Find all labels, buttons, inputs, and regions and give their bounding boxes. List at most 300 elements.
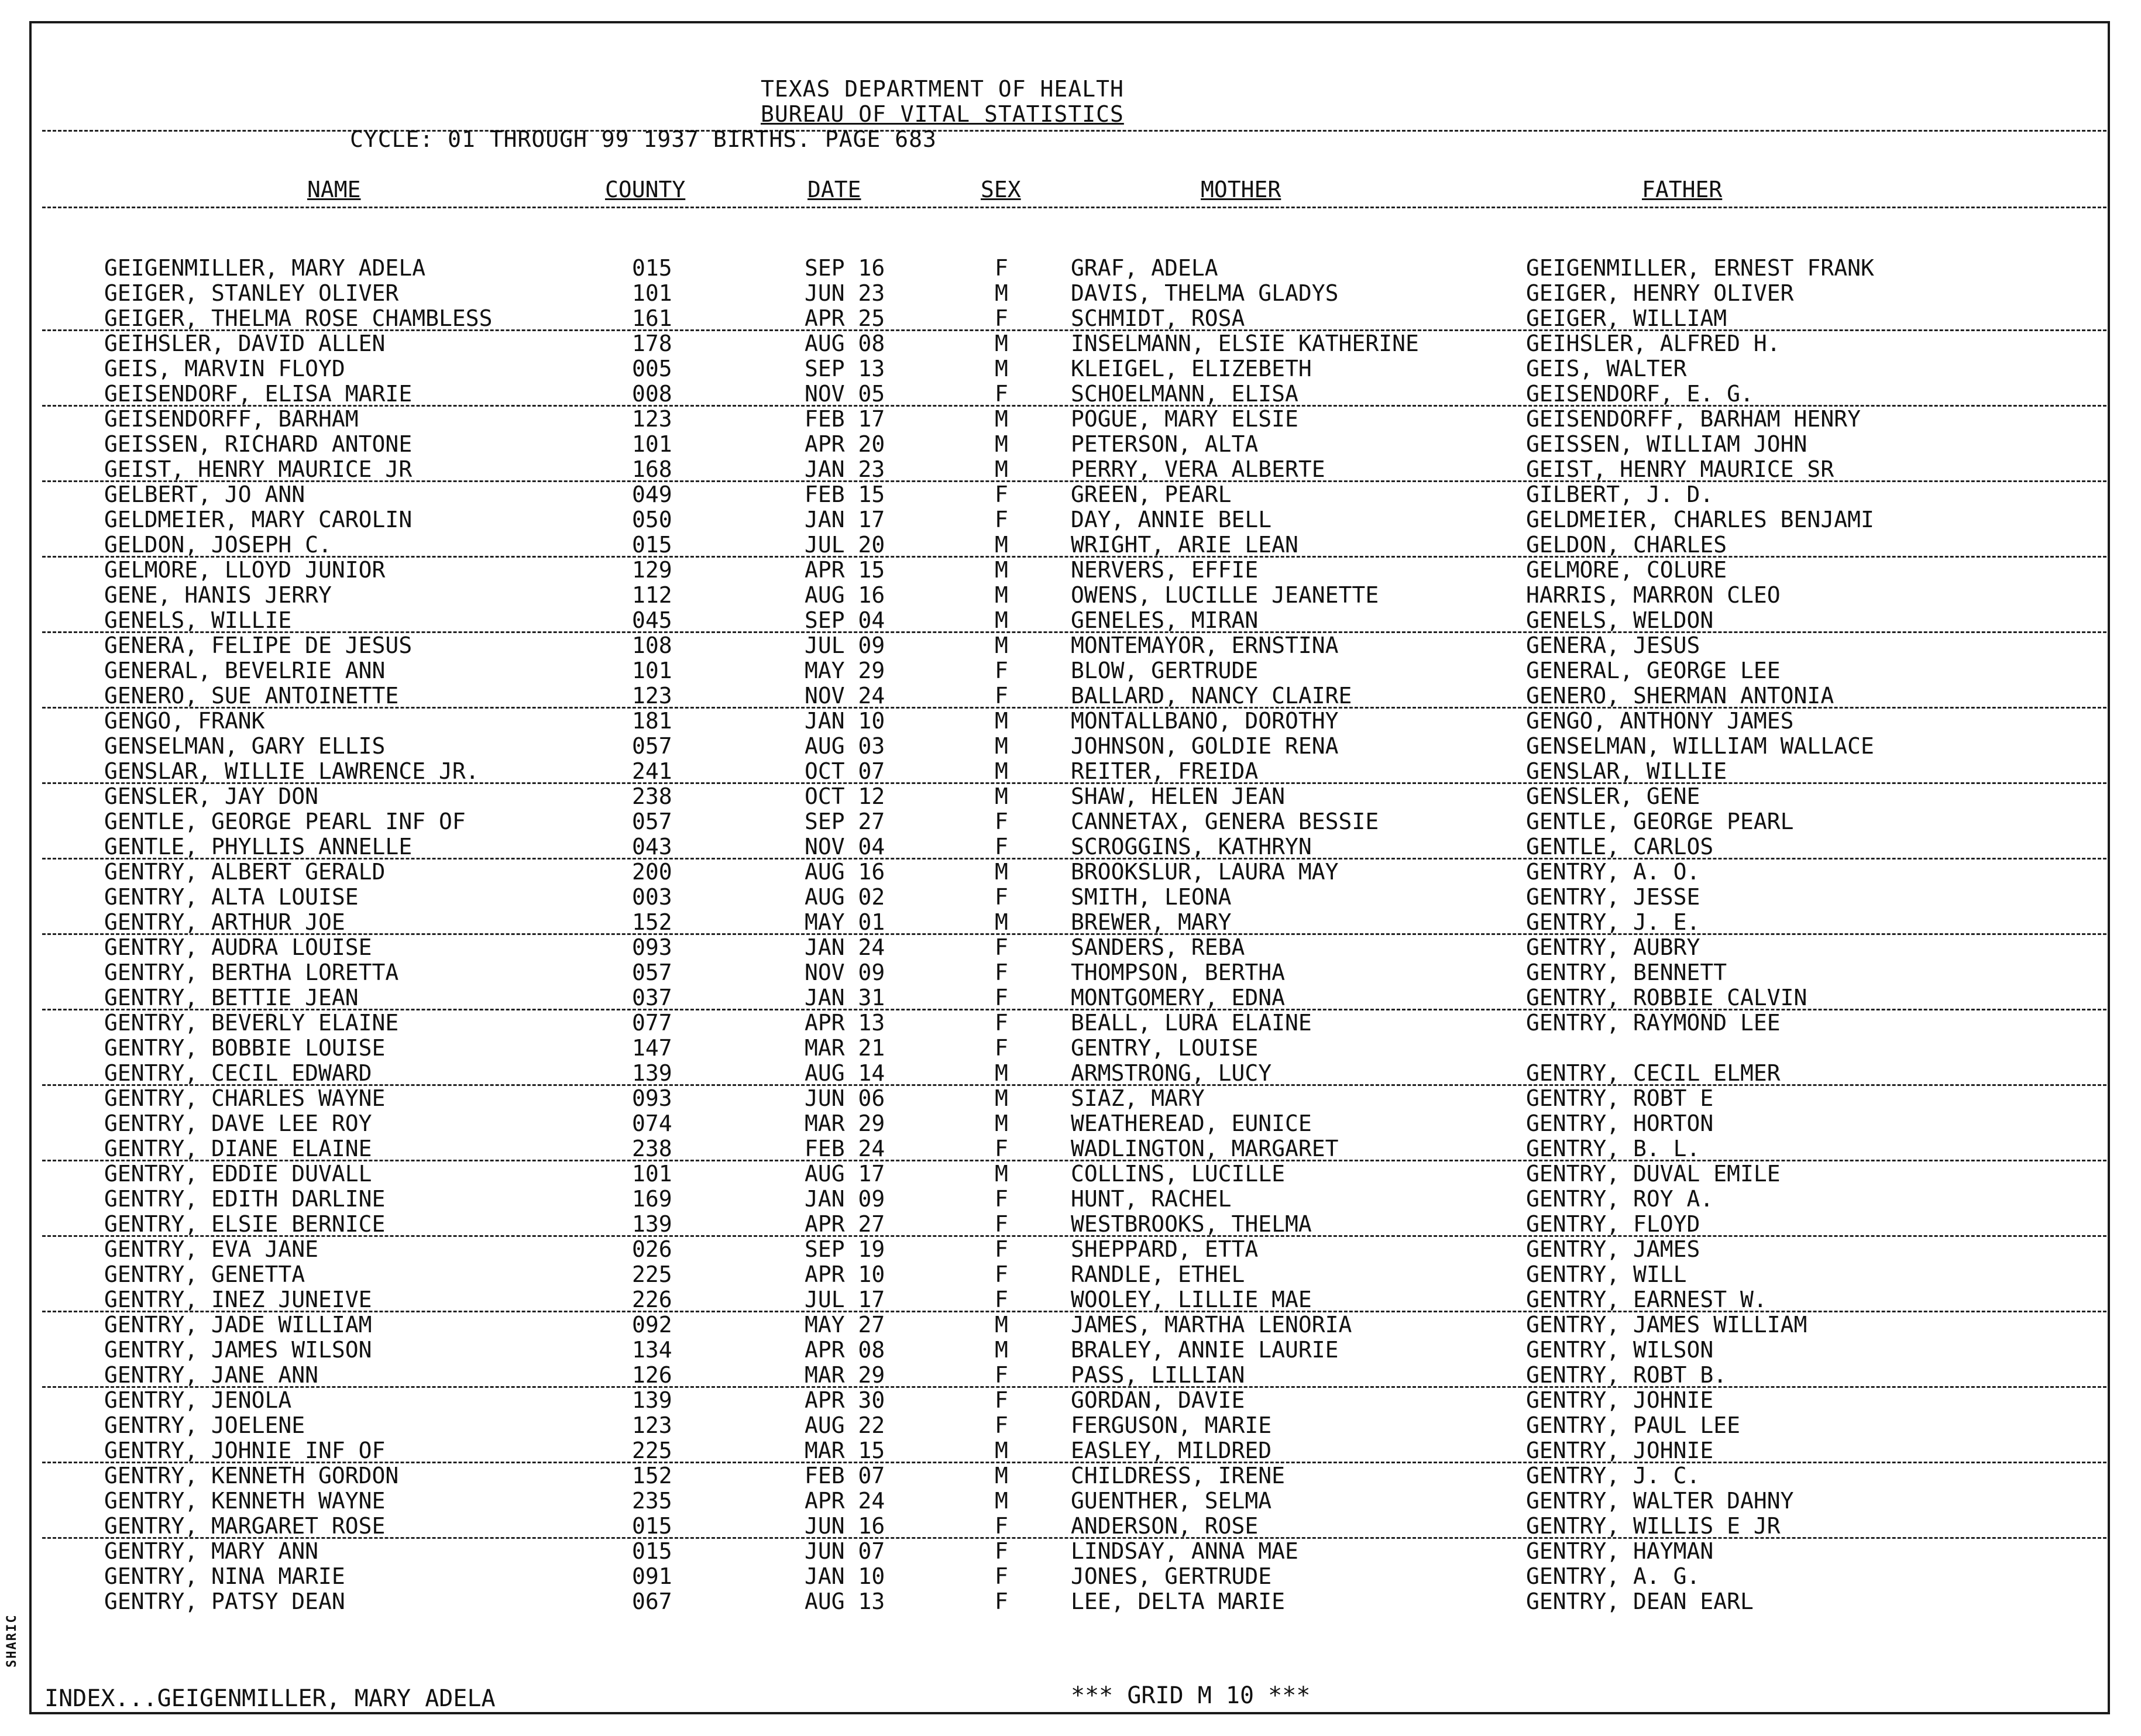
cell-county: 015 (632, 1538, 672, 1564)
cell-date: FEB 24 (805, 1136, 885, 1161)
cell-sex: M (995, 1488, 1008, 1514)
cell-father: GENTRY, DEAN EARL (1526, 1589, 1754, 1614)
cell-mother: GENELES, MIRAN (1071, 607, 1259, 633)
cell-date: SEP 04 (805, 607, 885, 633)
column-header-county: COUNTY (605, 177, 686, 202)
cell-mother: BRALEY, ANNIE LAURIE (1071, 1337, 1339, 1363)
cell-sex: M (995, 1337, 1008, 1363)
cell-sex: F (995, 658, 1008, 683)
cell-mother: SHAW, HELEN JEAN (1071, 783, 1286, 809)
cell-sex: F (995, 482, 1008, 507)
cell-county: 235 (632, 1488, 672, 1514)
cell-county: 093 (632, 934, 672, 960)
cell-name: GENTRY, JADE WILLIAM (104, 1312, 372, 1338)
table-row (0, 683, 2141, 708)
cell-name: GENTRY, CECIL EDWARD (104, 1060, 372, 1086)
cell-date: JUL 09 (805, 632, 885, 658)
cell-mother: SANDERS, REBA (1071, 934, 1245, 960)
cell-father: GENTRY, JESSE (1526, 884, 1700, 910)
cell-mother: COLLINS, LUCILLE (1071, 1161, 1286, 1187)
cell-sex: M (995, 783, 1008, 809)
header-cycle: CYCLE: 01 THROUGH 99 1937 BIRTHS. PAGE 683 (350, 126, 937, 152)
table-row (0, 783, 2141, 809)
cell-county: 057 (632, 733, 672, 759)
cell-father: GEIHSLER, ALFRED H. (1526, 331, 1781, 356)
cell-father: GENSELMAN, WILLIAM WALLACE (1526, 733, 1874, 759)
row-separator (42, 1386, 2106, 1388)
cell-county: 057 (632, 809, 672, 834)
cell-mother: NERVERS, EFFIE (1071, 557, 1259, 583)
column-header-name: NAME (307, 177, 361, 202)
cell-name: GEIST, HENRY MAURICE JR (104, 456, 413, 482)
cell-name: GELDON, JOSEPH C. (104, 532, 332, 558)
row-separator (42, 329, 2106, 331)
cell-county: 015 (632, 1513, 672, 1539)
table-row (0, 733, 2141, 758)
cell-name: GENTRY, INEZ JUNEIVE (104, 1287, 372, 1312)
cell-name: GENTRY, EDITH DARLINE (104, 1186, 386, 1212)
cell-name: GEIGENMILLER, MARY ADELA (104, 255, 426, 281)
cell-county: 057 (632, 960, 672, 985)
cell-father: GENSLAR, WILLIE (1526, 758, 1727, 784)
table-row (0, 1186, 2141, 1211)
cell-mother: INSELMANN, ELSIE KATHERINE (1071, 331, 1419, 356)
cell-father: GENTRY, WILLIS E JR (1526, 1513, 1781, 1539)
cell-sex: F (995, 1362, 1008, 1388)
row-separator (42, 1084, 2106, 1086)
cell-sex: F (995, 1538, 1008, 1564)
cell-sex: F (995, 305, 1008, 331)
cell-date: JAN 10 (805, 1563, 885, 1589)
row-separator (42, 1311, 2106, 1312)
cell-name: GENTRY, NINA MARIE (104, 1563, 345, 1589)
cell-sex: M (995, 758, 1008, 784)
cell-father: GENTRY, HORTON (1526, 1111, 1714, 1136)
cell-mother: BALLARD, NANCY CLAIRE (1071, 683, 1352, 709)
cell-date: NOV 05 (805, 381, 885, 407)
cell-sex: M (995, 456, 1008, 482)
cell-date: APR 15 (805, 557, 885, 583)
table-row (0, 1589, 2141, 1614)
cell-sex: M (995, 607, 1008, 633)
cell-sex: F (995, 1136, 1008, 1161)
row-separator (42, 405, 2106, 407)
cell-county: 067 (632, 1589, 672, 1614)
cell-father: HARRIS, MARRON CLEO (1526, 582, 1781, 608)
table-row (0, 934, 2141, 960)
cell-date: JUN 07 (805, 1538, 885, 1564)
cell-county: 015 (632, 532, 672, 558)
row-separator (42, 707, 2106, 709)
cell-county: 226 (632, 1287, 672, 1312)
cell-name: GENSLER, JAY DON (104, 783, 319, 809)
cell-date: SEP 27 (805, 809, 885, 834)
cell-sex: F (995, 1412, 1008, 1438)
cell-sex: F (995, 884, 1008, 910)
cell-name: GELMORE, LLOYD JUNIOR (104, 557, 386, 583)
cell-county: 181 (632, 708, 672, 734)
cell-county: 241 (632, 758, 672, 784)
table-row (0, 532, 2141, 557)
cell-county: 139 (632, 1211, 672, 1237)
cell-name: GENTRY, EDDIE DUVALL (104, 1161, 372, 1187)
cell-sex: M (995, 632, 1008, 658)
table-row (0, 482, 2141, 507)
cell-date: APR 13 (805, 1010, 885, 1036)
cell-county: 045 (632, 607, 672, 633)
cell-date: AUG 22 (805, 1412, 885, 1438)
table-row (0, 1236, 2141, 1261)
cell-county: 026 (632, 1236, 672, 1262)
cell-mother: JONES, GERTRUDE (1071, 1563, 1272, 1589)
cell-name: GENTRY, ALTA LOUISE (104, 884, 359, 910)
row-separator (42, 782, 2106, 784)
cell-mother: GREEN, PEARL (1071, 482, 1232, 507)
cell-sex: M (995, 1463, 1008, 1489)
side-mark: SHARIC (5, 1614, 19, 1668)
cell-date: FEB 17 (805, 406, 885, 432)
cell-sex: M (995, 1312, 1008, 1338)
column-header-sex: SEX (981, 177, 1021, 202)
cell-sex: F (995, 1211, 1008, 1237)
cell-date: APR 10 (805, 1261, 885, 1287)
cell-father: GENTRY, ROBT E (1526, 1085, 1714, 1111)
cell-sex: M (995, 532, 1008, 558)
cell-father: GENTRY, ROBBIE CALVIN (1526, 985, 1807, 1010)
cell-sex: M (995, 733, 1008, 759)
cell-name: GENSLAR, WILLIE LAWRENCE JR. (104, 758, 479, 784)
cell-name: GENERO, SUE ANTOINETTE (104, 683, 399, 709)
table-row (0, 1287, 2141, 1312)
column-header-rule (42, 207, 2106, 208)
cell-father: GENTRY, ROY A. (1526, 1186, 1714, 1212)
cell-name: GEISENDORFF, BARHAM (104, 406, 359, 432)
cell-sex: F (995, 1513, 1008, 1539)
cell-date: AUG 16 (805, 582, 885, 608)
cell-name: GENTRY, BOBBIE LOUISE (104, 1035, 386, 1061)
table-row (0, 305, 2141, 331)
cell-mother: LEE, DELTA MARIE (1071, 1589, 1286, 1614)
table-row (0, 1362, 2141, 1387)
cell-father: GEIGER, HENRY OLIVER (1526, 280, 1794, 306)
cell-sex: F (995, 809, 1008, 834)
cell-mother: WADLINGTON, MARGARET (1071, 1136, 1339, 1161)
cell-date: OCT 07 (805, 758, 885, 784)
table-row (0, 909, 2141, 934)
cell-name: GENTRY, JAMES WILSON (104, 1337, 372, 1363)
cell-name: GENTRY, MARY ANN (104, 1538, 319, 1564)
cell-mother: BEALL, LURA ELAINE (1071, 1010, 1312, 1036)
cell-father: GENTRY, HAYMAN (1526, 1538, 1714, 1564)
table-row (0, 1111, 2141, 1136)
cell-sex: M (995, 909, 1008, 935)
cell-county: 238 (632, 783, 672, 809)
cell-name: GENGO, FRANK (104, 708, 265, 734)
cell-sex: F (995, 1035, 1008, 1061)
table-row (0, 658, 2141, 683)
cell-father: GENTRY, PAUL LEE (1526, 1412, 1741, 1438)
cell-sex: M (995, 708, 1008, 734)
cell-county: 101 (632, 431, 672, 457)
cell-name: GENELS, WILLIE (104, 607, 292, 633)
cell-name: GENTLE, GEORGE PEARL INF OF (104, 809, 466, 834)
cell-name: GENTRY, EVA JANE (104, 1236, 319, 1262)
cell-name: GENTRY, CHARLES WAYNE (104, 1085, 386, 1111)
cell-sex: F (995, 1010, 1008, 1036)
cell-name: GEIGER, THELMA ROSE CHAMBLESS (104, 305, 493, 331)
cell-name: GEISSEN, RICHARD ANTONE (104, 431, 413, 457)
table-row (0, 1035, 2141, 1060)
cell-date: SEP 19 (805, 1236, 885, 1262)
cell-sex: F (995, 834, 1008, 860)
cell-name: GENTRY, PATSY DEAN (104, 1589, 345, 1614)
cell-mother: SMITH, LEONA (1071, 884, 1232, 910)
cell-father: GENTRY, ROBT B. (1526, 1362, 1727, 1388)
cell-date: MAR 29 (805, 1362, 885, 1388)
cell-mother: WEATHEREAD, EUNICE (1071, 1111, 1312, 1136)
cell-county: 037 (632, 985, 672, 1010)
cell-mother: RANDLE, ETHEL (1071, 1261, 1245, 1287)
cell-mother: BREWER, MARY (1071, 909, 1232, 935)
cell-sex: F (995, 1236, 1008, 1262)
cell-county: 112 (632, 582, 672, 608)
cell-mother: THOMPSON, BERTHA (1071, 960, 1286, 985)
cell-father: GENELS, WELDON (1526, 607, 1714, 633)
cell-name: GENTRY, ARTHUR JOE (104, 909, 345, 935)
row-separator (42, 858, 2106, 860)
cell-father: GENTRY, J. C. (1526, 1463, 1700, 1489)
table-row (0, 1161, 2141, 1186)
cell-date: APR 20 (805, 431, 885, 457)
cell-mother: EASLEY, MILDRED (1071, 1438, 1272, 1463)
cell-father: GENTRY, BENNETT (1526, 960, 1727, 985)
cell-sex: M (995, 1161, 1008, 1187)
row-separator (42, 1462, 2106, 1463)
cell-mother: BLOW, GERTRUDE (1071, 658, 1259, 683)
table-row (0, 884, 2141, 909)
cell-mother: JAMES, MARTHA LENORIA (1071, 1312, 1352, 1338)
table-row (0, 1438, 2141, 1463)
cell-county: 101 (632, 658, 672, 683)
cell-county: 200 (632, 859, 672, 885)
cell-mother: SCHOELMANN, ELISA (1071, 381, 1298, 407)
cell-date: JUN 23 (805, 280, 885, 306)
table-row (0, 331, 2141, 356)
table-row (0, 1085, 2141, 1111)
cell-mother: SCHMIDT, ROSA (1071, 305, 1245, 331)
cell-county: 225 (632, 1438, 672, 1463)
table-row (0, 1488, 2141, 1513)
cell-date: JAN 24 (805, 934, 885, 960)
table-row (0, 985, 2141, 1010)
cell-mother: GENTRY, LOUISE (1071, 1035, 1259, 1061)
cell-mother: DAVIS, THELMA GLADYS (1071, 280, 1339, 306)
cell-mother: DAY, ANNIE BELL (1071, 507, 1272, 532)
cell-father: GENTRY, JAMES (1526, 1236, 1700, 1262)
cell-name: GENTRY, DIANE ELAINE (104, 1136, 372, 1161)
cell-county: 092 (632, 1312, 672, 1338)
cell-mother: GUENTHER, SELMA (1071, 1488, 1272, 1514)
cell-sex: M (995, 331, 1008, 356)
table-row (0, 456, 2141, 482)
cell-date: JAN 17 (805, 507, 885, 532)
cell-father: GENTRY, RAYMOND LEE (1526, 1010, 1781, 1036)
table-row (0, 834, 2141, 859)
cell-father: GENTRY, DUVAL EMILE (1526, 1161, 1781, 1187)
cell-county: 003 (632, 884, 672, 910)
cell-name: GEIS, MARVIN FLOYD (104, 356, 345, 381)
row-separator (42, 1537, 2106, 1539)
cell-date: AUG 03 (805, 733, 885, 759)
cell-mother: ARMSTRONG, LUCY (1071, 1060, 1272, 1086)
header-department: TEXAS DEPARTMENT OF HEALTH (761, 76, 1124, 102)
cell-sex: M (995, 582, 1008, 608)
cell-date: AUG 08 (805, 331, 885, 356)
cell-name: GENTRY, GENETTA (104, 1261, 305, 1287)
cell-date: AUG 16 (805, 859, 885, 885)
cell-sex: M (995, 557, 1008, 583)
cell-mother: MONTEMAYOR, ERNSTINA (1071, 632, 1339, 658)
cell-mother: WESTBROOKS, THELMA (1071, 1211, 1312, 1237)
cell-mother: HUNT, RACHEL (1071, 1186, 1232, 1212)
cell-sex: F (995, 255, 1008, 281)
cell-mother: WRIGHT, ARIE LEAN (1071, 532, 1298, 558)
table-row (0, 1211, 2141, 1236)
cell-name: GENTRY, JENOLA (104, 1387, 292, 1413)
cell-date: FEB 15 (805, 482, 885, 507)
cell-father: GENERAL, GEORGE LEE (1526, 658, 1781, 683)
cell-sex: F (995, 1287, 1008, 1312)
cell-date: SEP 13 (805, 356, 885, 381)
cell-name: GENTRY, BEVERLY ELAINE (104, 1010, 399, 1036)
cell-father: GENTRY, A. G. (1526, 1563, 1700, 1589)
cell-father: GILBERT, J. D. (1526, 482, 1714, 507)
column-header-father: FATHER (1642, 177, 1723, 202)
cell-county: 225 (632, 1261, 672, 1287)
table-row (0, 1513, 2141, 1538)
cell-name: GENTRY, JANE ANN (104, 1362, 319, 1388)
cell-date: OCT 12 (805, 783, 885, 809)
table-row (0, 1337, 2141, 1362)
cell-father: GENTRY, AUBRY (1526, 934, 1700, 960)
cell-mother: CHILDRESS, IRENE (1071, 1463, 1286, 1489)
cell-mother: SHEPPARD, ETTA (1071, 1236, 1259, 1262)
cell-county: 129 (632, 557, 672, 583)
cell-date: APR 30 (805, 1387, 885, 1413)
cell-date: MAY 01 (805, 909, 885, 935)
cell-mother: MONTALLBANO, DOROTHY (1071, 708, 1339, 734)
cell-father: GEIGENMILLER, ERNEST FRANK (1526, 255, 1874, 281)
cell-sex: F (995, 934, 1008, 960)
cell-date: APR 24 (805, 1488, 885, 1514)
cell-father: GENTLE, CARLOS (1526, 834, 1714, 860)
cell-father: GENTRY, WALTER DAHNY (1526, 1488, 1794, 1514)
cell-county: 050 (632, 507, 672, 532)
table-row (0, 1010, 2141, 1035)
cell-date: JUN 06 (805, 1085, 885, 1111)
cell-sex: M (995, 1085, 1008, 1111)
cell-county: 238 (632, 1136, 672, 1161)
cell-mother: OWENS, LUCILLE JEANETTE (1071, 582, 1379, 608)
cell-mother: JOHNSON, GOLDIE RENA (1071, 733, 1339, 759)
cell-name: GELBERT, JO ANN (104, 482, 305, 507)
cell-date: NOV 04 (805, 834, 885, 860)
cell-date: APR 27 (805, 1211, 885, 1237)
cell-sex: F (995, 1261, 1008, 1287)
cell-name: GENTRY, BETTIE JEAN (104, 985, 359, 1010)
row-separator (42, 1160, 2106, 1161)
cell-name: GENTRY, JOHNIE INF OF (104, 1438, 386, 1463)
table-row (0, 582, 2141, 607)
cell-county: 178 (632, 331, 672, 356)
cell-date: MAR 15 (805, 1438, 885, 1463)
cell-county: 005 (632, 356, 672, 381)
row-separator (42, 933, 2106, 935)
cell-date: APR 08 (805, 1337, 885, 1363)
table-row (0, 1136, 2141, 1161)
cell-father: GELDMEIER, CHARLES BENJAMI (1526, 507, 1874, 532)
table-row (0, 1463, 2141, 1488)
cell-father: GEIGER, WILLIAM (1526, 305, 1727, 331)
row-separator (42, 631, 2106, 633)
cell-date: AUG 13 (805, 1589, 885, 1614)
cell-date: SEP 16 (805, 255, 885, 281)
cell-mother: ANDERSON, ROSE (1071, 1513, 1259, 1539)
cell-name: GENSELMAN, GARY ELLIS (104, 733, 386, 759)
cell-father: GENTRY, A. O. (1526, 859, 1700, 885)
cell-county: 147 (632, 1035, 672, 1061)
cell-mother: WOOLEY, LILLIE MAE (1071, 1287, 1312, 1312)
cell-county: 152 (632, 909, 672, 935)
cell-sex: M (995, 431, 1008, 457)
cell-mother: MONTGOMERY, EDNA (1071, 985, 1286, 1010)
cell-mother: PASS, LILLIAN (1071, 1362, 1245, 1388)
cell-date: MAR 29 (805, 1111, 885, 1136)
cell-father: GELMORE, COLURE (1526, 557, 1727, 583)
table-row (0, 859, 2141, 884)
cell-name: GEIHSLER, DAVID ALLEN (104, 331, 386, 356)
table-row (0, 356, 2141, 381)
cell-county: 008 (632, 381, 672, 407)
cell-mother: CANNETAX, GENERA BESSIE (1071, 809, 1379, 834)
cell-name: GENERAL, BEVELRIE ANN (104, 658, 386, 683)
cell-mother: KLEIGEL, ELIZEBETH (1071, 356, 1312, 381)
cell-county: 139 (632, 1060, 672, 1086)
cell-date: AUG 14 (805, 1060, 885, 1086)
cell-father: GEISENDORFF, BARHAM HENRY (1526, 406, 1861, 432)
cell-date: JAN 23 (805, 456, 885, 482)
cell-county: 168 (632, 456, 672, 482)
table-row (0, 507, 2141, 532)
cell-mother: GRAF, ADELA (1071, 255, 1218, 281)
cell-father: GEIS, WALTER (1526, 356, 1687, 381)
cell-county: 108 (632, 632, 672, 658)
column-header-mother: MOTHER (1201, 177, 1281, 202)
cell-county: 077 (632, 1010, 672, 1036)
cell-sex: F (995, 1387, 1008, 1413)
cell-date: FEB 07 (805, 1463, 885, 1489)
row-separator (42, 480, 2106, 482)
cell-name: GENTRY, ALBERT GERALD (104, 859, 386, 885)
table-row (0, 1412, 2141, 1438)
table-row (0, 1563, 2141, 1589)
table-row (0, 431, 2141, 456)
cell-date: JUL 17 (805, 1287, 885, 1312)
cell-father: GENTRY, B. L. (1526, 1136, 1700, 1161)
column-header-date: DATE (807, 177, 861, 202)
table-row (0, 1387, 2141, 1412)
cell-date: APR 25 (805, 305, 885, 331)
